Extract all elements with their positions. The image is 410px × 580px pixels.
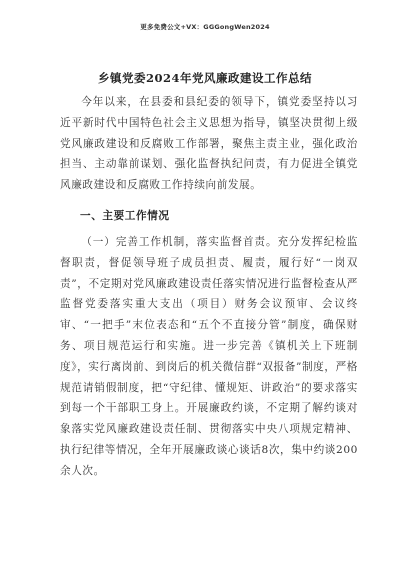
document-title: 乡镇党委2024年党风廉政建设工作总结	[97, 71, 312, 85]
section-paragraph: （一）完善工作机制，落实监督首责。充分发挥纪检监督职责，督促领导班子成员担责、履责，履行好“一岗双责”，不定期对党风廉政建设责任落实情况进行监督检查从严监督党委落实重大支出（项目）财务会议预审、会议终审、“一把手”末位表态和“五个不直接分管”制度，确保财务、项目规范运行和实施。进一步完善《镇机关上下班制度》，实行离岗前、到岗后的机关微信群“双报备”制度，严格规范请销假制度，把“守纪律、懂规矩、讲政治”的要求落实到每一个干部职工身上。开展廉政约谈，不定期了解约谈对象落实党风廉政建设责任制、贯彻落实中央八项规定精神、执行纪律等情况，全年开展廉政谈心谈话8次，集中约谈200余人次。	[60, 236, 359, 477]
header-note: 更多免费公文+VX：GGGongWen2024	[140, 23, 270, 31]
intro-paragraph: 今年以来，在县委和县纪委的领导下，镇党委坚持以习近平新时代中国特色社会主义思想为指导，镇坚决贯彻上级党风廉政建设和反腐败工作部署，聚焦主责主业，强化政治担当、主动靠前谋划、强化监督执纪问责，有力促进全镇党风廉政建设和反腐败工作持续向前发展。	[60, 96, 358, 192]
section-heading: 一、主要工作情况	[80, 210, 170, 222]
